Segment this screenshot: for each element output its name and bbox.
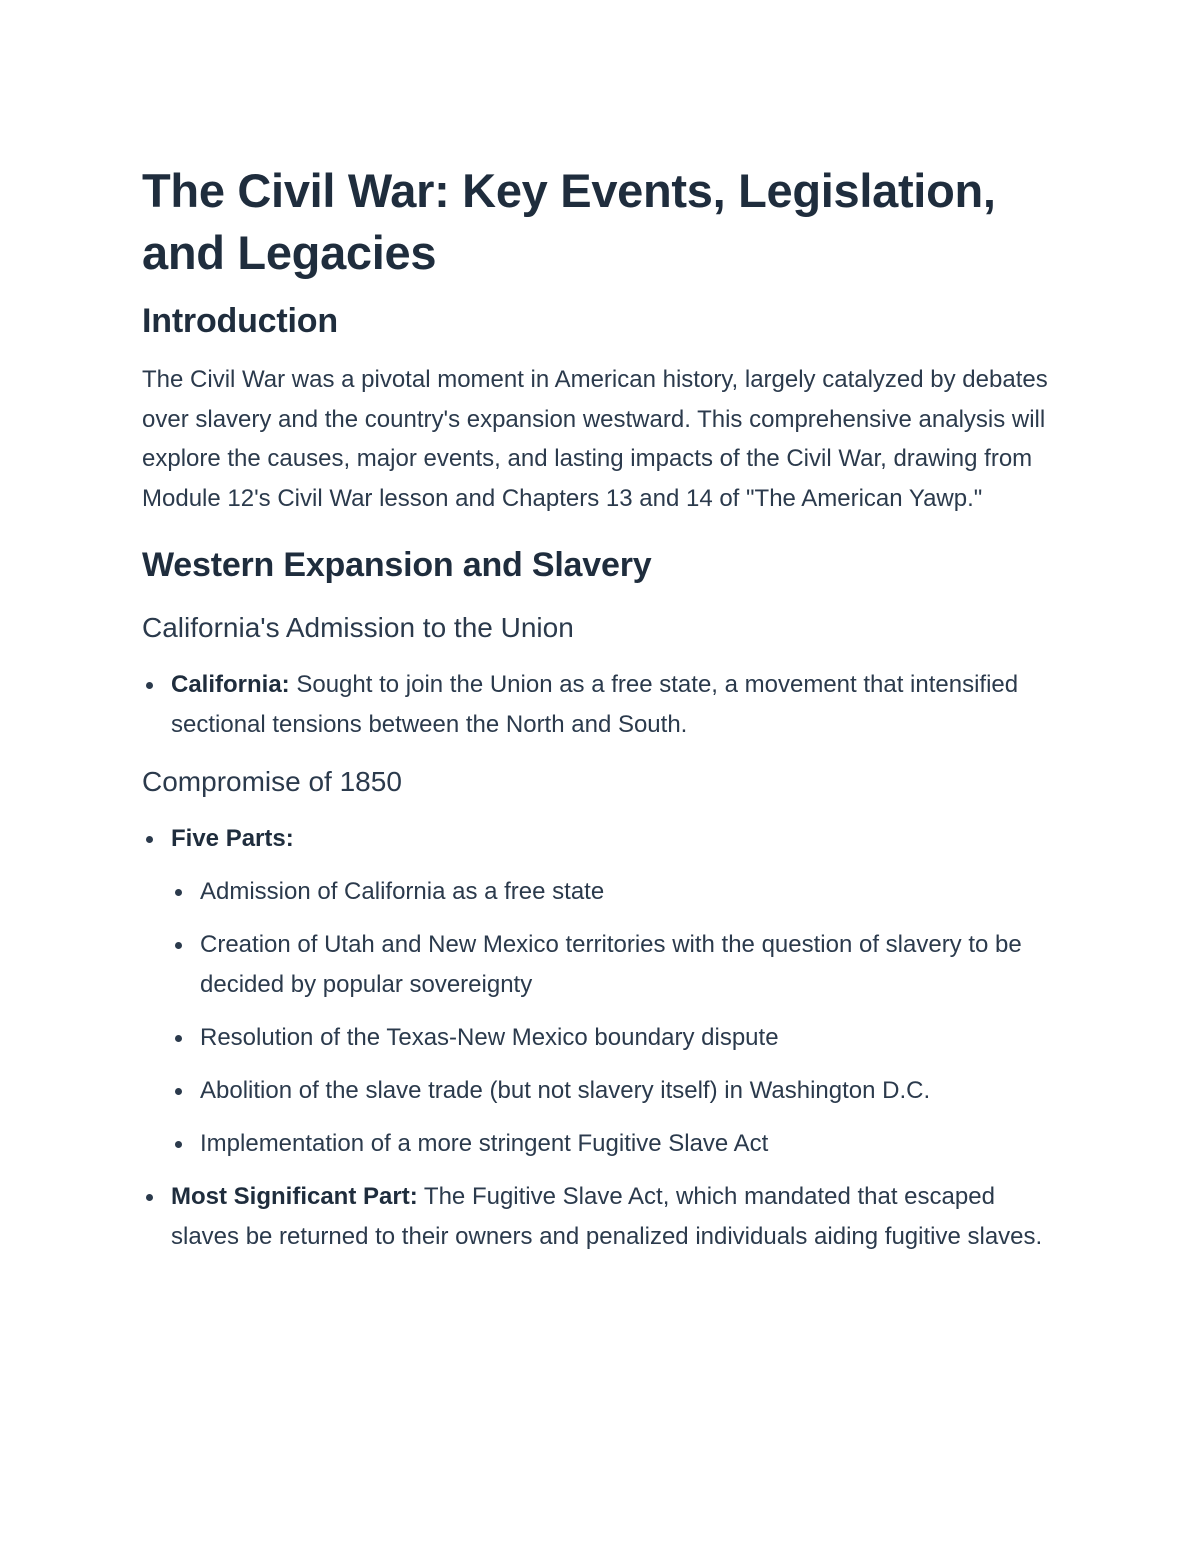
list-item-label: California: [171,671,290,698]
list-item [171,665,1062,745]
five-parts-sublist [171,872,1062,1164]
document-title: The Civil War: Key Events, Legislation, and Legacies [142,164,996,279]
bullet-icon [175,1088,182,1095]
sublist-item [200,1124,1062,1164]
introduction-heading: Introduction [142,302,338,340]
sublist-item [200,1071,1062,1111]
sublist-item [200,872,1062,912]
sublist-item [200,925,1062,1005]
compromise-list [142,819,1062,1257]
bullet-icon [175,1035,182,1042]
bullet-icon [175,1141,182,1148]
california-admission-heading: California's Admission to the Union [142,612,574,643]
list-item-text: Sought to join the Union as a free state, a movement that intensified sectional tensions between the North and South. [171,671,1019,738]
sublist-item-text: Creation of Utah and New Mexico territories with the question of slavery to be decided by popular sovereignty [200,931,1022,998]
sublist-item-text: Resolution of the Texas-New Mexico boundary dispute [200,1024,779,1051]
bullet-icon [175,942,182,949]
california-list [142,665,1062,745]
western-expansion-heading: Western Expansion and Slavery [142,546,652,584]
list-item [171,1177,1062,1257]
bullet-icon [146,682,153,689]
sublist-item [200,1018,1062,1058]
list-item [171,819,1062,1164]
sublist-item-text: Abolition of the slave trade (but not slavery itself) in Washington D.C. [200,1077,931,1104]
bullet-icon [175,889,182,896]
list-item-label: Most Significant Part: [171,1183,418,1210]
document-page [142,160,1062,1257]
bullet-icon [146,836,153,843]
list-item-text: The Fugitive Slave Act, which mandated that escaped slaves be returned to their owners and penalized individuals aiding fugitive slaves. [171,1183,1043,1250]
bullet-icon [146,1194,153,1201]
introduction-paragraph: The Civil War was a pivotal moment in American history, largely catalyzed by debates over slavery and the country's expansion westward. This comprehensive analysis will explore the causes, major events, and lasting impacts of the Civil War, drawing from Module 12's Civil War lesson and Chapters 13 and 14 of "The American Yawp." [142,366,1048,512]
compromise-heading: Compromise of 1850 [142,766,402,797]
sublist-item-text: Implementation of a more stringent Fugitive Slave Act [200,1130,769,1157]
sublist-item-text: Admission of California as a free state [200,878,605,905]
list-item-label: Five Parts: [171,825,294,852]
